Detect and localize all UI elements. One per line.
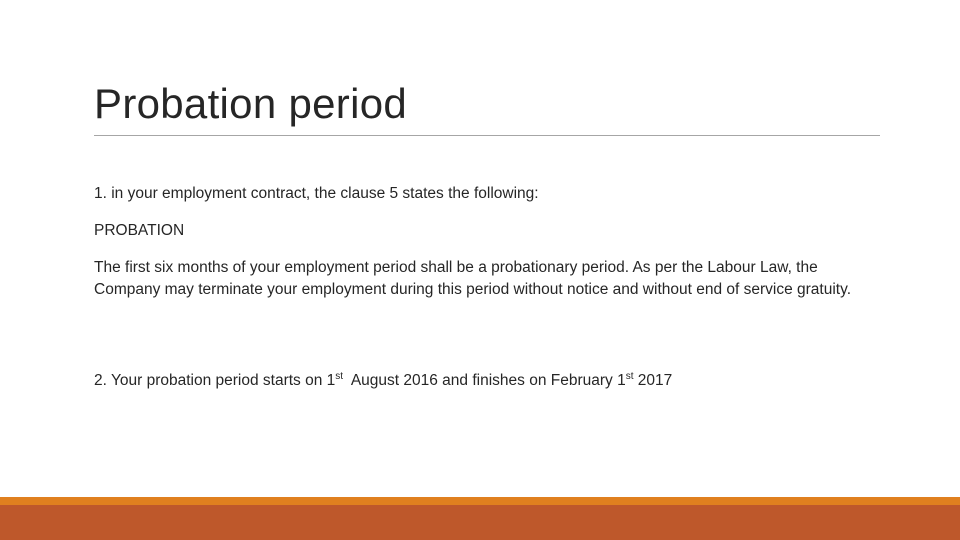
dates-text-part2: August 2016 and finishes on February 1 [343,372,626,389]
probation-paragraph: The first six months of your employment period shall be a probationary period. As per the Labour Law, the Company may terminate your employment during this period without notice and without end of service gratuity. [94,259,852,298]
ordinal-suffix-2: st [625,371,634,382]
dates-text-part3: 2017 [633,372,673,389]
dates-text-part1: 2. Your probation period starts on 1 [94,372,336,389]
section-heading: PROBATION [94,222,185,239]
footer-bar [0,505,960,540]
intro-line: 1. in your employment contract, the clause 5 states the following: [94,185,539,202]
footer-accent-stripe [0,497,960,505]
ordinal-suffix-1: st [335,371,344,382]
slide-title: Probation period [94,80,408,127]
probation-dates-line [94,370,672,392]
title-underline [94,135,880,136]
